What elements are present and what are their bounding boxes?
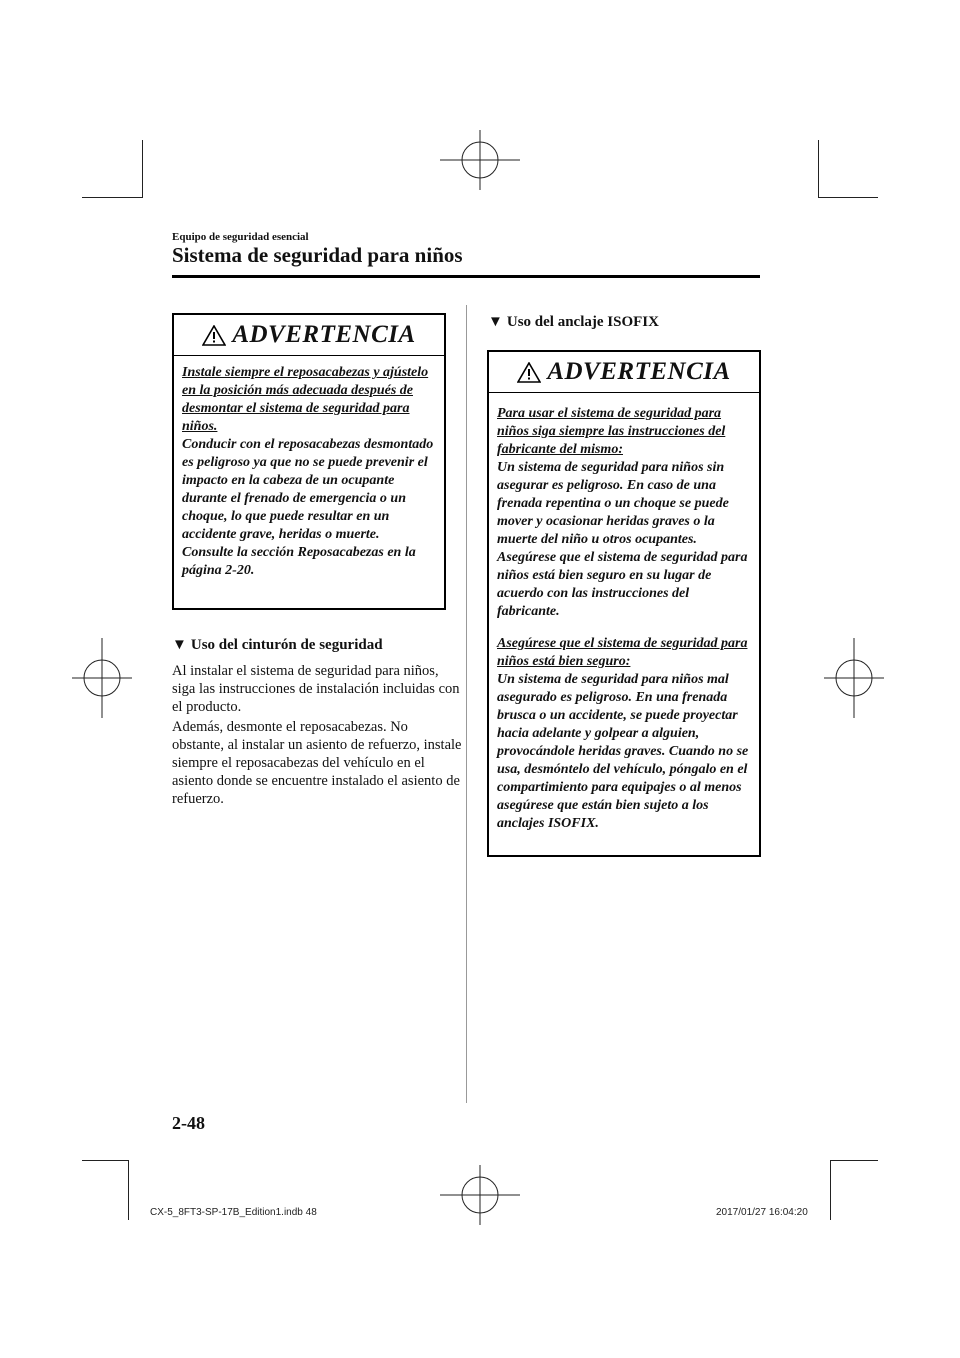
page-number: 2-48 — [172, 1113, 205, 1133]
crop-mark — [818, 197, 878, 198]
registration-mark-left — [62, 638, 142, 718]
registration-mark-right — [814, 638, 894, 718]
warning-triangle-icon — [202, 325, 226, 346]
page-title: Sistema de seguridad para niños — [172, 243, 463, 267]
warning-title: ADVERTENCIA — [232, 321, 416, 348]
footer-timestamp: 2017/01/27 16:04:20 — [716, 1207, 808, 1218]
paragraph: Al instalar el sistema de seguridad para niños, siga las instrucciones de instalación incluidas con el producto. — [172, 663, 460, 715]
warning-instruction: Asegúrese que el sistema de seguridad para niños está bien seguro: — [497, 636, 748, 669]
crop-mark — [128, 1160, 129, 1220]
crop-mark — [818, 140, 819, 198]
paragraph: Además, desmonte el reposacabezas. No obstante, al instalar un asiento de refuerzo, instale siempre el reposacabezas del vehículo en el asiento donde se encuentre instalado el asiento de refuerzo. — [172, 719, 462, 807]
warning-text: Un sistema de seguridad para niños sin asegurar es peligroso. En caso de una frenada repentina o un choque se puede mover y ocasionar heridas graves o la muerte del niño u otros ocupantes. Asegúrese que el sistema de seguridad para niños está bien seguro en su lugar de acuerdo con las instrucciones del fabricante. — [497, 460, 748, 619]
warning-triangle-icon — [517, 362, 541, 383]
subheading-text: Uso del anclaje ISOFIX — [506, 314, 659, 330]
subheading-seatbelt — [172, 637, 383, 654]
registration-mark-bottom — [440, 1155, 520, 1235]
warning-box-headrest — [172, 313, 446, 610]
footer-file: CX-5_8FT3-SP-17B_Edition1.indb 48 — [150, 1207, 317, 1218]
warning-header — [174, 315, 444, 356]
crop-mark — [82, 1160, 128, 1161]
section-label: Equipo de seguridad esencial — [172, 231, 309, 243]
warning-text: Conducir con el reposacabezas desmontado es peligroso ya que no se puede prevenir el impacto en la cabeza de un ocupante durante el frenado de emergencia o un choque, lo que puede resultar en un accidente grave, heridas o muerte. — [182, 437, 434, 542]
crop-mark — [82, 197, 142, 198]
subheading-text: Uso del cinturón de seguridad — [190, 637, 383, 653]
down-triangle-icon: ▼ — [172, 637, 187, 653]
warning-header — [489, 352, 759, 393]
warning-body — [489, 393, 759, 841]
column-divider — [466, 305, 467, 1103]
registration-mark-top — [440, 120, 520, 200]
crop-mark — [142, 140, 143, 198]
warning-instruction: Instale siempre el reposacabezas y ajústelo en la posición más adecuada después de desmontar el sistema de seguridad para niños. — [182, 365, 429, 434]
crop-mark — [830, 1160, 831, 1220]
warning-title: ADVERTENCIA — [547, 358, 731, 385]
header-rule — [172, 275, 760, 278]
crop-mark — [830, 1160, 878, 1161]
subheading-isofix — [488, 314, 659, 331]
warning-instruction: Para usar el sistema de seguridad para niños siga siempre las instrucciones del fabricante del mismo: — [497, 406, 726, 457]
warning-body — [174, 356, 444, 588]
warning-text: Un sistema de seguridad para niños mal asegurado es peligroso. En una frenada brusca o un accidente, se puede proyectar hacia adelante y golpear a alguien, provocándole heridas graves. Cuando no se usa, desmóntelo del vehículo, póngalo en el compartimiento para equipajes o al menos asegúrese que están bien sujeto a los anclajes ISOFIX. — [497, 672, 749, 831]
warning-box-isofix — [487, 350, 761, 857]
warning-reference: Consulte la sección Reposacabezas en la página 2-20. — [182, 545, 416, 578]
down-triangle-icon: ▼ — [488, 314, 503, 330]
